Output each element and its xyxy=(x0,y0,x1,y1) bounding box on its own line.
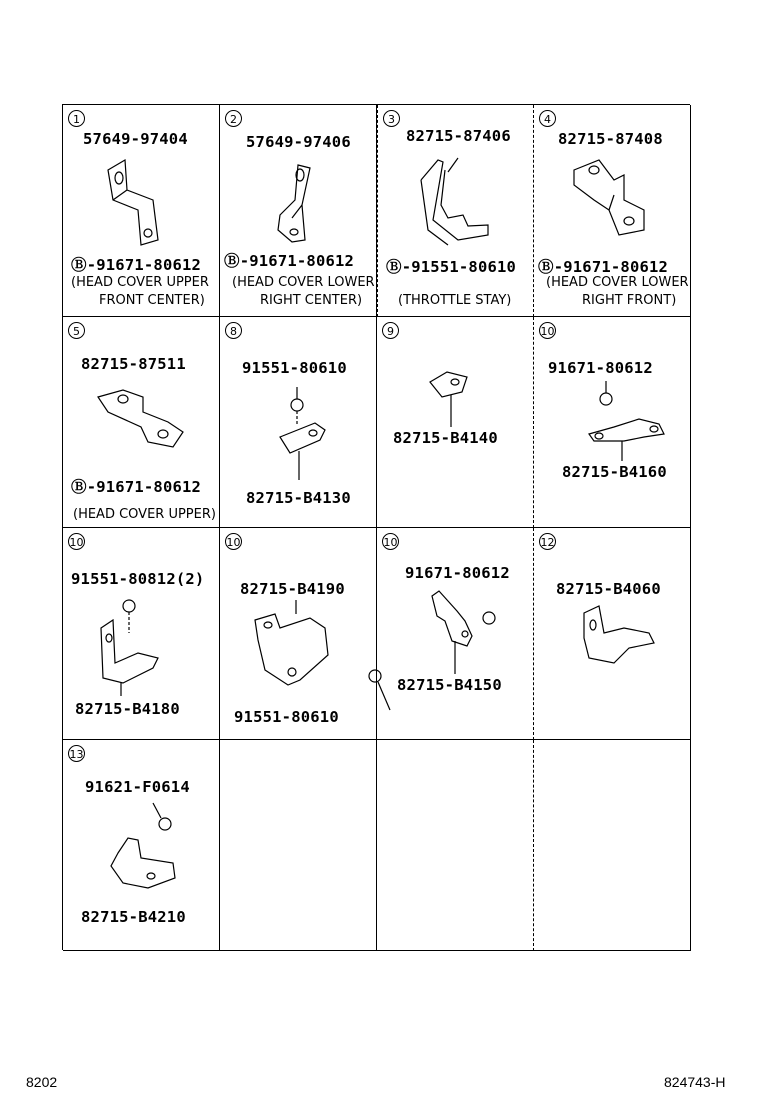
part-number: 82715-87408 xyxy=(558,130,663,148)
bolt-part-number: Ⓑ-91671-80612 xyxy=(538,258,669,276)
item-number: 1 xyxy=(68,110,85,127)
item-number: 13 xyxy=(68,745,85,762)
cell-12 xyxy=(534,528,691,740)
bracket-drawing xyxy=(250,600,370,715)
cell-1 xyxy=(63,105,220,317)
bracket-drawing xyxy=(270,160,330,245)
item-number: 5 xyxy=(68,322,85,339)
cell-empty-1 xyxy=(220,740,377,952)
location-note: (HEAD COVER UPPER) xyxy=(73,506,216,522)
bracket-drawing xyxy=(584,379,669,464)
item-number: 3 xyxy=(383,110,400,127)
part-number: 82715-B4190 xyxy=(240,580,345,598)
part-number: 82715-B4180 xyxy=(75,700,180,718)
bracket-drawing xyxy=(93,598,163,698)
cell-10c xyxy=(220,528,377,740)
cell-10b xyxy=(63,528,220,740)
part-number: 82715-B4210 xyxy=(81,907,186,926)
part-number: 82715-87511 xyxy=(81,354,186,373)
bracket-drawing xyxy=(427,586,502,676)
bolt-part-number: Ⓑ-91671-80612 xyxy=(224,252,355,270)
part-number: 82715-B4130 xyxy=(246,488,351,507)
location-note: (HEAD COVER UPPER xyxy=(71,275,209,290)
part-number: 82715-B4140 xyxy=(393,428,498,447)
part-number: 57649-97404 xyxy=(83,130,188,148)
location-note: FRONT CENTER) xyxy=(99,293,205,308)
cell-2 xyxy=(220,105,377,317)
cell-13 xyxy=(63,740,220,952)
location-note: (THROTTLE STAY) xyxy=(398,293,512,308)
location-note: (HEAD COVER LOWER xyxy=(232,275,375,290)
cell-10a xyxy=(534,317,691,529)
cell-empty-3 xyxy=(534,740,691,952)
location-note: (HEAD COVER LOWER xyxy=(546,275,689,290)
location-note: RIGHT FRONT) xyxy=(582,293,677,308)
bracket-drawing xyxy=(103,160,173,250)
cell-empty-2 xyxy=(377,740,534,952)
item-number: 10 xyxy=(225,533,242,550)
item-number: 10 xyxy=(382,533,399,550)
footer-left-code: 8202 xyxy=(26,1074,58,1090)
bolt-part-number: 91671-80612 xyxy=(405,564,510,582)
item-number: 2 xyxy=(225,110,242,127)
cell-3 xyxy=(377,105,534,317)
bolt-part-number: 91621-F0614 xyxy=(85,777,190,796)
part-number: 82715-B4060 xyxy=(556,580,661,598)
cell-10d xyxy=(377,528,534,740)
parts-grid xyxy=(62,104,690,950)
bracket-drawing xyxy=(275,385,345,485)
part-number: 82715-B4160 xyxy=(562,462,667,481)
bracket-drawing xyxy=(569,155,649,240)
bolt-part-number: Ⓑ-91551-80610 xyxy=(386,258,517,276)
part-number: 82715-87406 xyxy=(406,127,511,145)
bolt-part-number: 91551-80812(2) xyxy=(71,570,205,588)
bolt-part-number: Ⓑ-91671-80612 xyxy=(71,477,202,496)
location-note: RIGHT CENTER) xyxy=(260,293,363,308)
bolt-part-number: 91551-80610 xyxy=(234,708,339,726)
bracket-drawing xyxy=(427,357,487,432)
bracket-drawing xyxy=(103,798,183,898)
cell-4 xyxy=(534,105,691,317)
cell-8 xyxy=(220,317,377,529)
bracket-drawing xyxy=(413,150,498,245)
item-number: 9 xyxy=(382,322,399,339)
item-number: 10 xyxy=(539,322,556,339)
bolt-part-number: 91551-80610 xyxy=(242,358,347,377)
part-number: 57649-97406 xyxy=(246,133,351,151)
item-number: 8 xyxy=(225,322,242,339)
bracket-drawing xyxy=(579,603,659,673)
bolt-part-number: Ⓑ-91671-80612 xyxy=(71,256,202,274)
cell-5 xyxy=(63,317,220,529)
item-number: 10 xyxy=(68,533,85,550)
bracket-drawing xyxy=(93,387,188,457)
item-number: 12 xyxy=(539,533,556,550)
footer-right-code: 824743-H xyxy=(664,1074,726,1090)
cell-9 xyxy=(377,317,534,529)
bolt-part-number: 91671-80612 xyxy=(548,358,653,377)
part-number: 82715-B4150 xyxy=(397,676,502,694)
item-number: 4 xyxy=(539,110,556,127)
